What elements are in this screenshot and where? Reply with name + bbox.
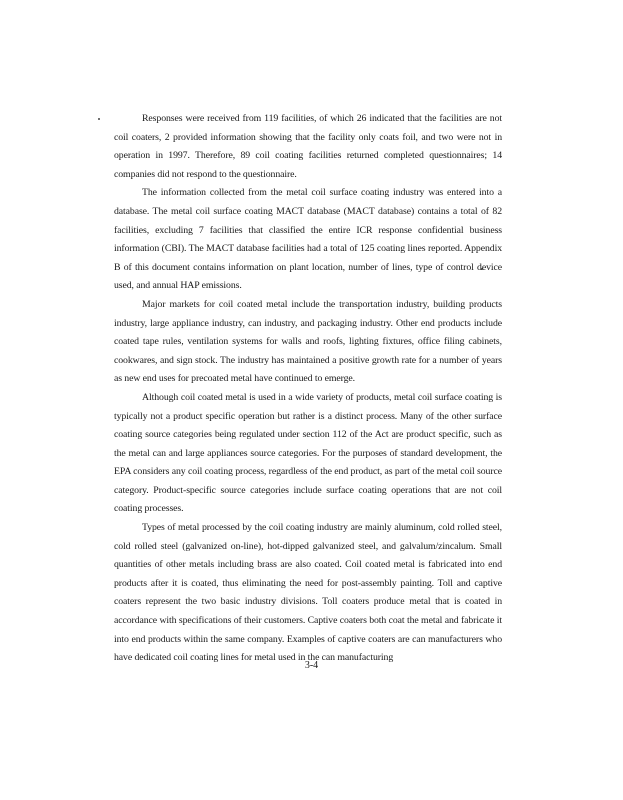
paragraph-major-markets: Major markets for coil coated metal include the transportation industry, building products industry, large appliance industry, can industry, and packaging industry. Other end products include coated tape rules, ventilation systems for walls and roofs, lighting fixtures, office filing cabinets, cookwares, and sign stock. The industry has maintained a positive growth rate for a number of years as new end uses for precoated metal have continued to emerge. <box>114 298 502 385</box>
scan-speck <box>98 118 100 120</box>
paragraph-source-category: Although coil coated metal is used in a wide variety of products, metal coil surface coating is typically not a product specific operation but rather is a distinct process. Many of the other surface coating source categories being regulated under section 112 of the Act are product specific, such as the metal can and large appliances source categories. For the purposes of standard development, the EPA considers any coil coating process, regardless of the end product, as part of the metal coil source category. Product-specific source categories include surface coating operations that are not coil coating processes. <box>114 391 502 515</box>
paragraph-survey-responses: Responses were received from 119 facilities, of which 26 indicated that the facilities are not coil coaters, 2 provided information showing that the facility only coats foil, and two were not in operation in 1997. Therefore, 89 coil coating facilities returned completed questionnaires; 14 companies did not respond to the questionnaire. <box>114 113 502 180</box>
page-number: 3-4 <box>304 660 319 671</box>
body-text <box>114 110 502 668</box>
paragraph-metal-types: Types of metal processed by the coil coating industry are mainly aluminum, cold rolled steel, cold rolled steel (galvanized on-line), hot-dipped galvanized steel, and galvalum/zincalum. Small quantities of other metals including brass are also coated. Coil coated metal is fabricated into end products after it is coated, thus eliminating the need for post-assembly painting. Toll and captive coaters represent the two basic industry divisions. Toll coaters produce metal that is coated in accordance with specifications of their customers. Captive coaters both coat the metal and fabricate it into end products within the same company. Examples of captive coaters are can manufacturers who have dedicated coil coating lines for metal used in the can manufacturing <box>114 522 502 664</box>
paragraph-mact-database: The information collected from the metal coil surface coating industry was entered into a database. The metal coil surface coating MACT database (MACT database) contains a total of 82 facilities, excluding 7 facilities that classified the entire ICR response confidential business information (CBI). The MACT database facilities had a total of 125 coating lines reported. Appendix B of this document contains information on plant location, number of lines, type of control device used, and annual HAP emissions. <box>114 187 502 292</box>
